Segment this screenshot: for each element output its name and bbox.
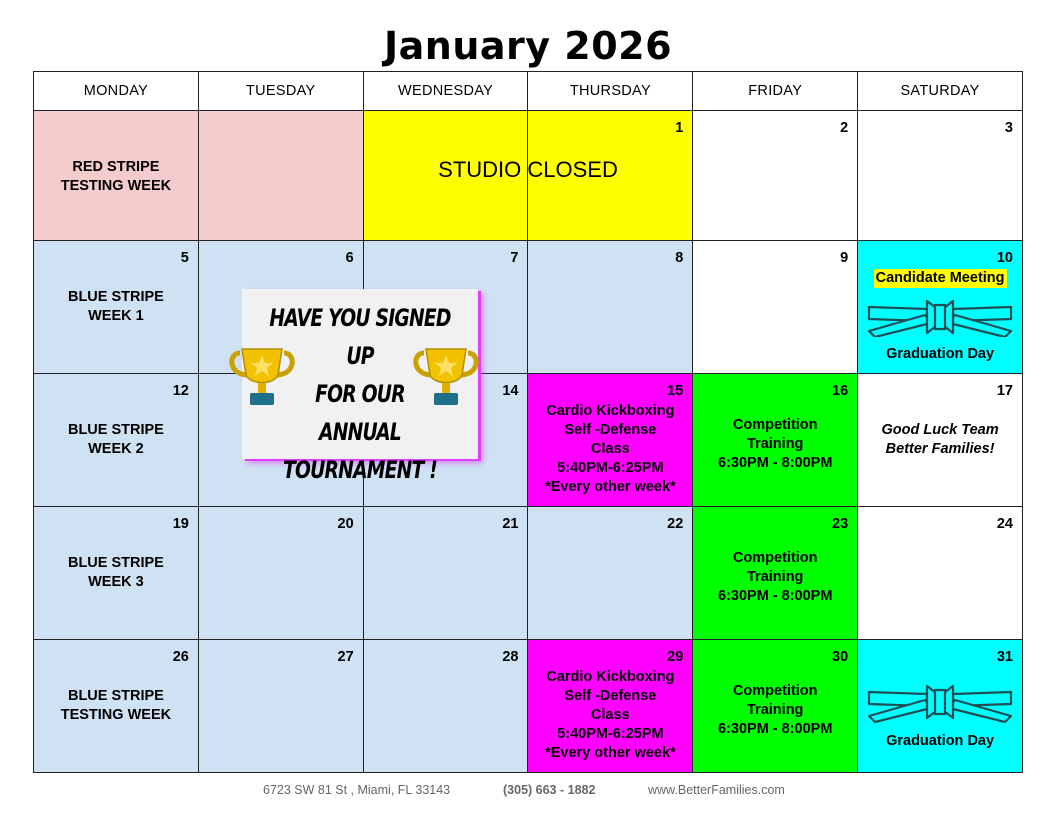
stripe-line: WEEK 1: [88, 308, 144, 324]
day-number: 9: [840, 250, 849, 266]
footer-address: 6723 SW 81 St , Miami, FL 33143: [263, 783, 451, 797]
promo-line: TOURNAMENT !: [282, 456, 438, 484]
day-number: 20: [337, 516, 354, 532]
day-number: 15: [667, 383, 684, 399]
day-number: 6: [345, 250, 354, 266]
header-friday: FRIDAY: [693, 72, 858, 111]
week-row-3: [34, 374, 1023, 507]
black-belt-icon: [865, 678, 1015, 726]
competition-training-event: [693, 549, 857, 606]
stripe-line: TESTING WEEK: [60, 178, 172, 194]
day-cell-29: [528, 640, 693, 773]
day-cell-5: [34, 241, 199, 374]
day-number: 16: [832, 383, 849, 399]
day-cell-9: [693, 241, 858, 374]
event-line: Self -Defense: [564, 422, 657, 438]
event-line: Cardio Kickboxing: [546, 669, 675, 685]
day-cell-28: [363, 640, 528, 773]
event-line: Cardio Kickboxing: [546, 403, 675, 419]
graduation-day-label: Graduation Day: [886, 346, 995, 362]
day-cell-22: [528, 507, 693, 640]
day-number: 2: [840, 120, 849, 136]
graduation-day-label: Graduation Day: [886, 733, 995, 749]
event-line: 6:30PM - 8:00PM: [718, 721, 833, 737]
header-thursday: THURSDAY: [528, 72, 693, 111]
day-number: 26: [172, 649, 189, 665]
event-line: *Every other week*: [545, 479, 676, 495]
competition-training-event: [693, 682, 857, 739]
day-number: 28: [502, 649, 519, 665]
stripe-label: [34, 687, 198, 725]
day-cell-mon-w1: [34, 111, 199, 241]
event-line: Competition: [732, 417, 818, 433]
candidate-meeting: [858, 269, 1022, 288]
header-monday: MONDAY: [34, 72, 199, 111]
day-number: 23: [832, 516, 849, 532]
day-number: 31: [996, 649, 1013, 665]
day-cell-26: [34, 640, 199, 773]
black-belt-icon: [865, 297, 1015, 337]
studio-closed-label: STUDIO CLOSED: [438, 157, 618, 182]
footer-website[interactable]: www.BetterFamilies.com: [648, 783, 785, 797]
promo-line: FOR OUR: [315, 380, 405, 408]
day-number: 5: [180, 250, 189, 266]
day-number: 24: [996, 516, 1013, 532]
day-cell-20: [198, 507, 363, 640]
day-number: 27: [337, 649, 354, 665]
event-line: Competition: [732, 683, 818, 699]
header-saturday: SATURDAY: [858, 72, 1023, 111]
day-cell-24: [858, 507, 1023, 640]
event-line: Training: [747, 569, 804, 585]
candidate-meeting-label: Candidate Meeting: [875, 270, 1005, 286]
day-number: 3: [1004, 120, 1013, 136]
event-line: Class: [591, 707, 630, 723]
day-cell-10: [858, 241, 1023, 374]
stripe-line: BLUE STRIPE: [67, 289, 164, 305]
event-line: 6:30PM - 8:00PM: [718, 455, 833, 471]
day-cell-16: [693, 374, 858, 507]
event-line: 5:40PM-6:25PM: [557, 726, 664, 742]
event-line: Training: [747, 702, 804, 718]
day-number: 7: [510, 250, 519, 266]
stripe-line: WEEK 3: [88, 574, 144, 590]
day-cell-30: [693, 640, 858, 773]
day-number: 17: [996, 383, 1013, 399]
stripe-line: BLUE STRIPE: [67, 555, 164, 571]
event-line: *Every other week*: [545, 745, 676, 761]
day-cell-27: [198, 640, 363, 773]
day-number: 21: [502, 516, 519, 532]
kickboxing-event: [528, 668, 692, 763]
stripe-label: [34, 158, 198, 196]
weekday-header-row: [34, 72, 1023, 111]
day-number: 30: [832, 649, 849, 665]
day-number: 22: [667, 516, 684, 532]
event-line: 6:30PM - 8:00PM: [718, 588, 833, 604]
day-number: 1: [675, 120, 684, 136]
trophy-icon: [410, 345, 482, 409]
footer-phone: (305) 663 - 1882: [503, 783, 596, 797]
stripe-line: TESTING WEEK: [60, 707, 172, 723]
stripe-label: [34, 554, 198, 592]
day-cell-19: [34, 507, 199, 640]
stripe-line: BLUE STRIPE: [67, 688, 164, 704]
promo-line: HAVE YOU SIGNED UP: [269, 304, 451, 370]
kickboxing-event: [528, 402, 692, 497]
stripe-line: BLUE STRIPE: [67, 422, 164, 438]
stripe-label: [34, 288, 198, 326]
promo-line: ANNUAL: [319, 418, 401, 446]
event-line: Competition: [732, 550, 818, 566]
trophy-icon: [226, 345, 298, 409]
competition-training-event: [693, 416, 857, 473]
week-row-5: [34, 640, 1023, 773]
event-line: Good Luck Team: [881, 422, 999, 438]
event-line: Training: [747, 436, 804, 452]
event-line: Self -Defense: [564, 688, 657, 704]
stripe-line: RED STRIPE: [72, 159, 160, 175]
header-tuesday: TUESDAY: [198, 72, 363, 111]
day-cell-2: [693, 111, 858, 241]
week-row-4: [34, 507, 1023, 640]
day-cell-17: [858, 374, 1023, 507]
day-cell-31: [858, 640, 1023, 773]
day-cell-15: [528, 374, 693, 507]
good-luck-message: [858, 421, 1022, 459]
stripe-label: [34, 421, 198, 459]
day-cell-tue-w1: [198, 111, 363, 241]
day-number: 12: [172, 383, 189, 399]
event-line: Class: [591, 441, 630, 457]
event-line: Better Families!: [885, 441, 995, 457]
day-cell-8: [528, 241, 693, 374]
day-cell-21: [363, 507, 528, 640]
day-cell-12: [34, 374, 199, 507]
day-cell-3: [858, 111, 1023, 241]
week-row-2: [34, 241, 1023, 374]
stripe-line: WEEK 2: [88, 441, 144, 457]
day-cell-23: [693, 507, 858, 640]
day-number: 29: [667, 649, 684, 665]
day-number: 14: [502, 383, 519, 399]
header-wednesday: WEDNESDAY: [363, 72, 528, 111]
calendar-title: January 2026: [383, 24, 673, 68]
event-line: 5:40PM-6:25PM: [557, 460, 664, 476]
day-number: 10: [996, 250, 1013, 266]
day-number: 19: [172, 516, 189, 532]
day-number: 8: [675, 250, 684, 266]
